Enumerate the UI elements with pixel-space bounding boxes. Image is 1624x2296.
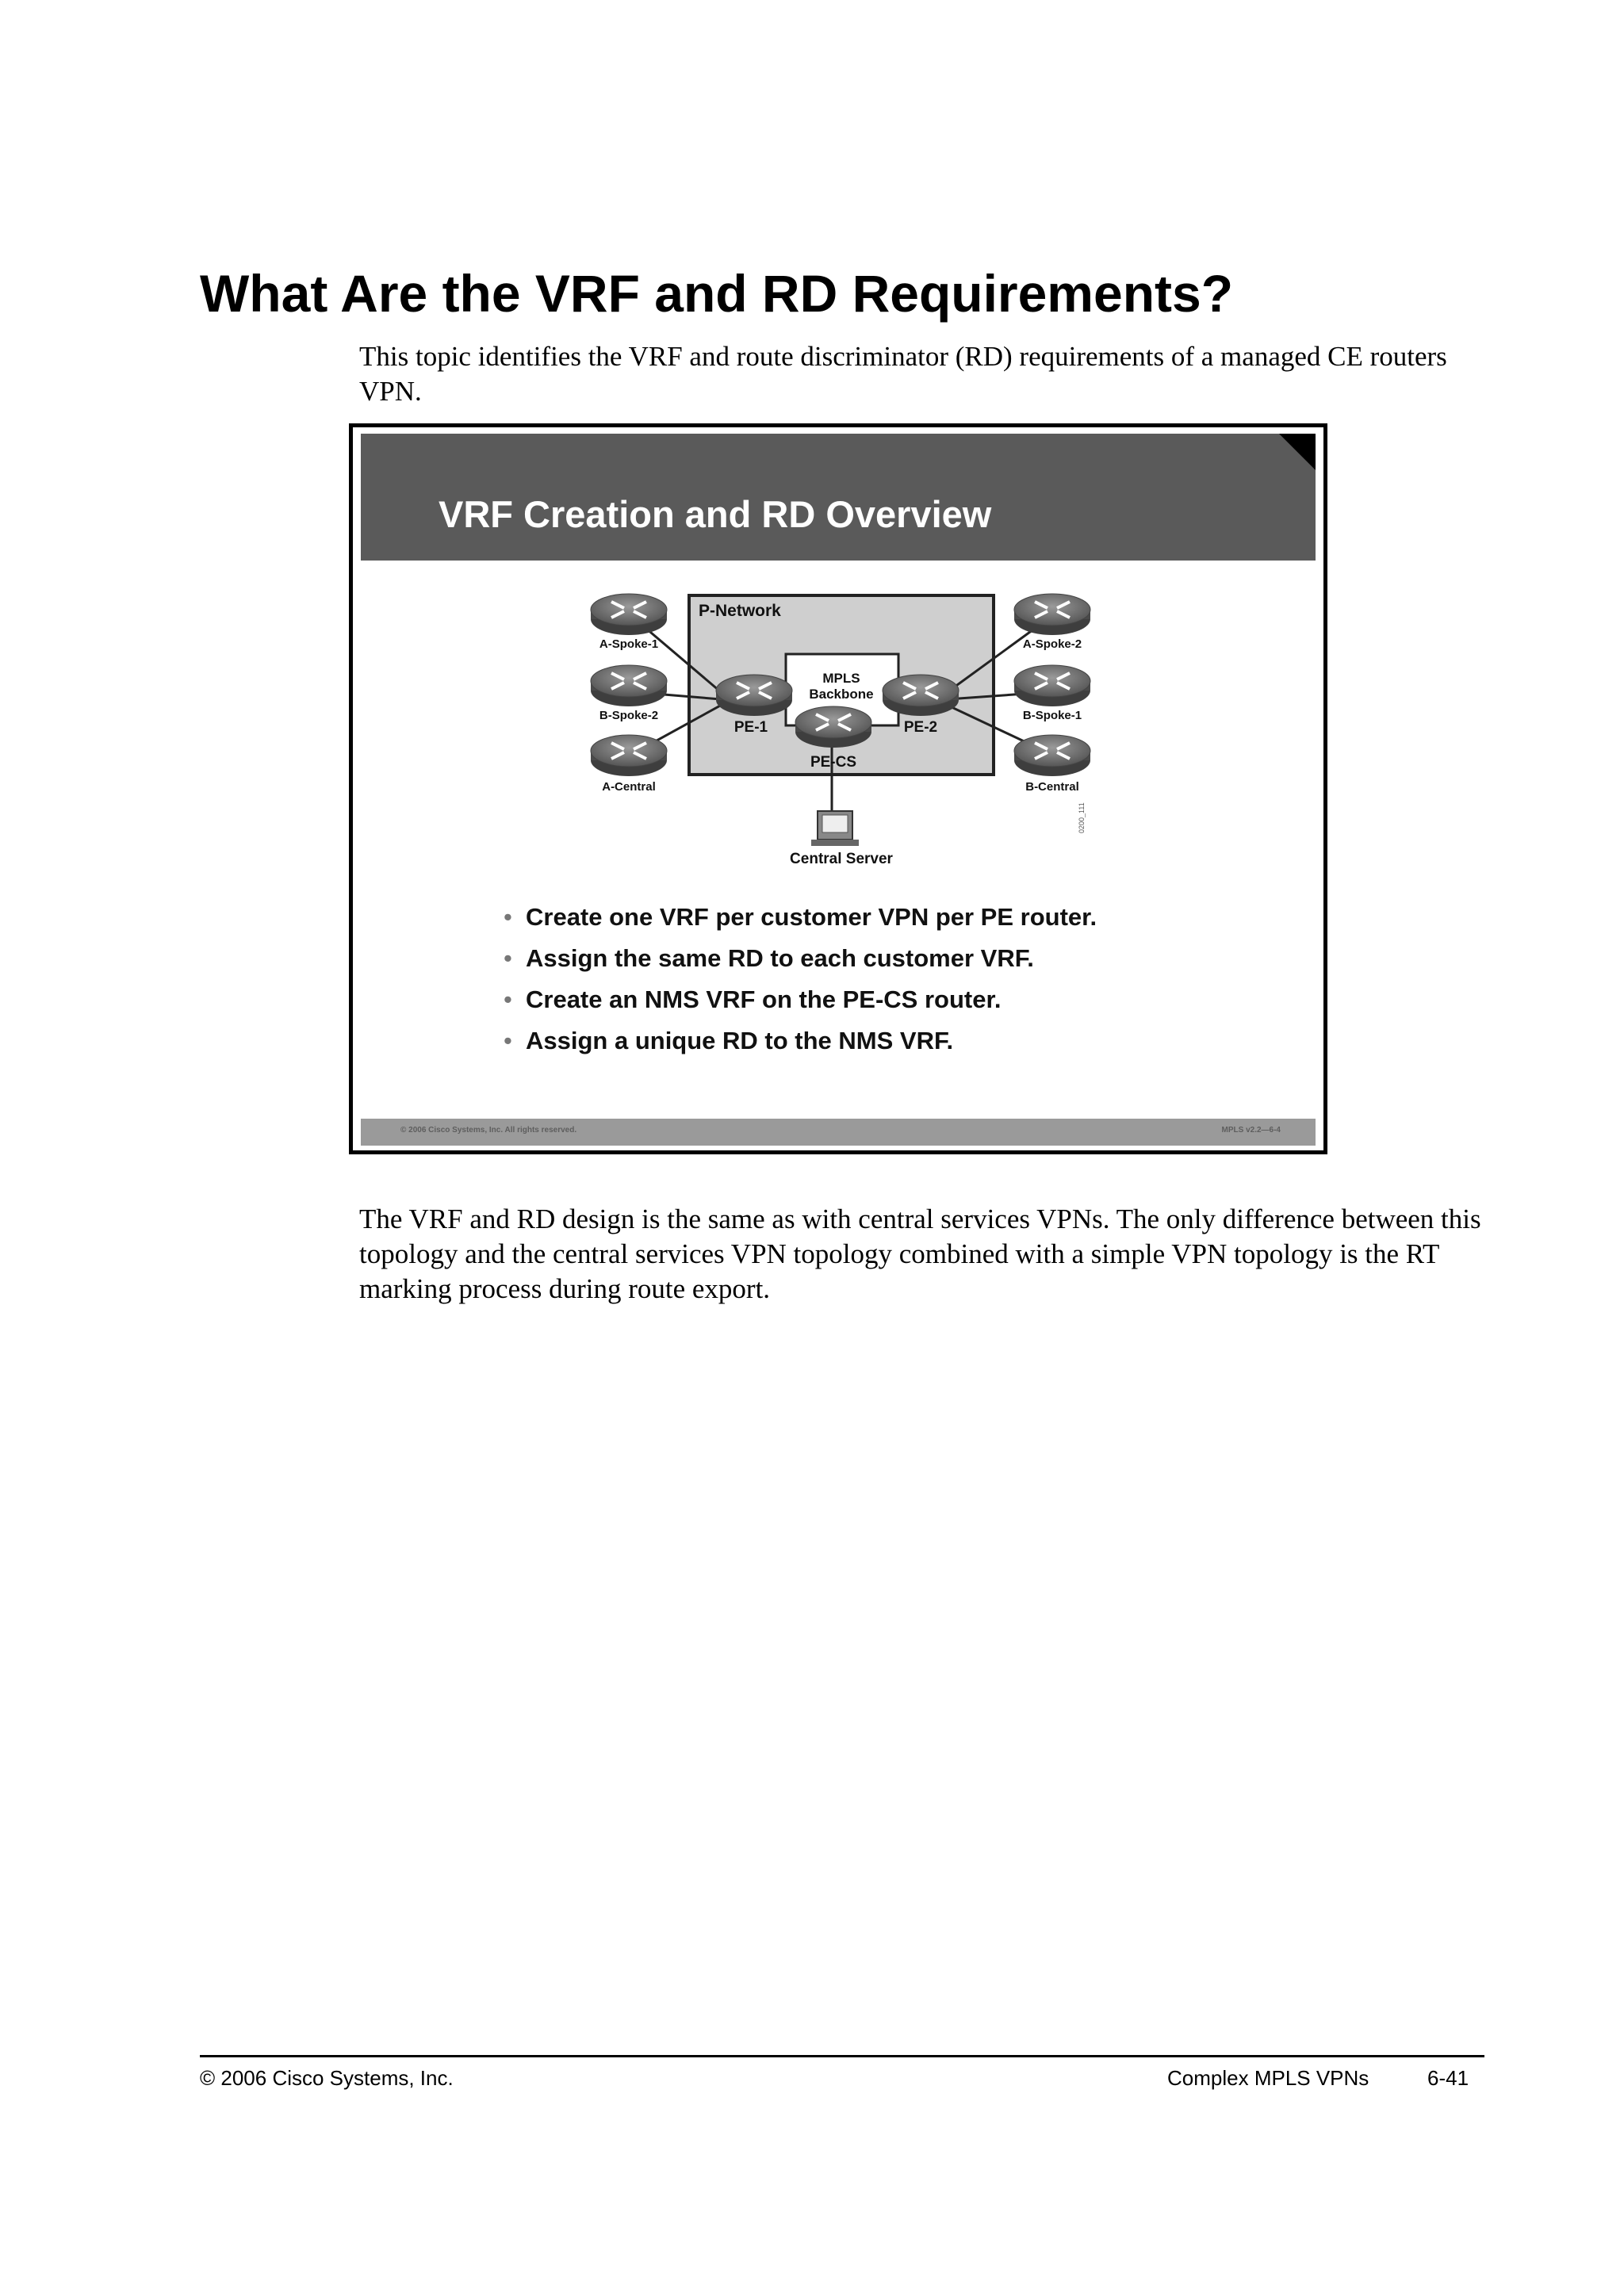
pe-1-label: PE-1 <box>733 719 768 736</box>
slide-title: VRF Creation and RD Overview <box>439 493 992 535</box>
slide-footer-course: MPLS v2.2—6-4 <box>1221 1126 1281 1135</box>
slide-footer-copyright: © 2006 Cisco Systems, Inc. All rights reserved. <box>400 1126 577 1135</box>
router-icon <box>716 675 792 716</box>
bullet-item: • Assign a unique RD to the NMS VRF. <box>504 1020 1097 1062</box>
bullet-item: • Create an NMS VRF on the PE-CS router. <box>504 979 1097 1020</box>
footer-copyright: © 2006 Cisco Systems, Inc. <box>200 2066 454 2090</box>
router-icon <box>883 675 959 716</box>
intro-paragraph: This topic identifies the VRF and route discriminator (RD) requirements of a managed CE routers VPN. <box>359 341 1447 407</box>
bullet-dot-icon: • <box>504 1027 512 1054</box>
slide-header <box>361 434 1316 561</box>
pe-cs-label: PE-CS <box>810 754 857 771</box>
bullet-dot-icon: • <box>504 985 512 1013</box>
slide-footer <box>361 1119 1316 1146</box>
router-icon <box>591 594 667 635</box>
p-network-label: P-Network <box>699 602 781 620</box>
router-icon <box>591 665 667 706</box>
b-spoke-1-label: B-Spoke-1 <box>1022 709 1082 722</box>
bullet-item: • Create one VRF per customer VPN per PE router. <box>504 897 1097 938</box>
central-server-label: Central Server <box>790 851 893 867</box>
b-central-label: B-Central <box>1025 780 1079 794</box>
slide-corner-mark <box>1279 434 1316 470</box>
body-paragraph: The VRF and RD design is the same as with central services VPNs. The only difference between this topology and the central services VPN topology combined with a simple VPN topology is the RT marking process during route export. <box>359 1203 1481 1304</box>
pe-2-label: PE-2 <box>903 719 938 736</box>
server-icon <box>811 811 859 846</box>
footer-divider <box>200 2055 1484 2057</box>
mpls-label-line1: MPLS <box>822 671 860 686</box>
router-icon <box>795 706 871 748</box>
a-central-label: A-Central <box>602 780 656 794</box>
a-spoke-1-label: A-Spoke-1 <box>599 637 659 651</box>
figure-id: 0200_111 <box>1078 802 1086 833</box>
router-icon <box>591 735 667 776</box>
page-title: What Are the VRF and RD Requirements? <box>200 264 1234 323</box>
slide-bullet-list <box>504 897 1097 1062</box>
slide-figure <box>349 423 1327 1154</box>
router-icon <box>1014 665 1090 706</box>
bullet-dot-icon: • <box>504 903 512 931</box>
router-icon <box>1014 594 1090 635</box>
b-spoke-2-label: B-Spoke-2 <box>599 709 659 722</box>
footer-page-number: 6-41 <box>1427 2066 1469 2090</box>
bullet-item: • Assign the same RD to each customer VRF. <box>504 938 1097 979</box>
router-icon <box>1014 735 1090 776</box>
a-spoke-2-label: A-Spoke-2 <box>1022 637 1082 651</box>
bullet-dot-icon: • <box>504 944 512 972</box>
network-diagram <box>588 581 1095 876</box>
mpls-label-line2: Backbone <box>809 687 874 702</box>
footer-section: Complex MPLS VPNs <box>1167 2066 1369 2090</box>
